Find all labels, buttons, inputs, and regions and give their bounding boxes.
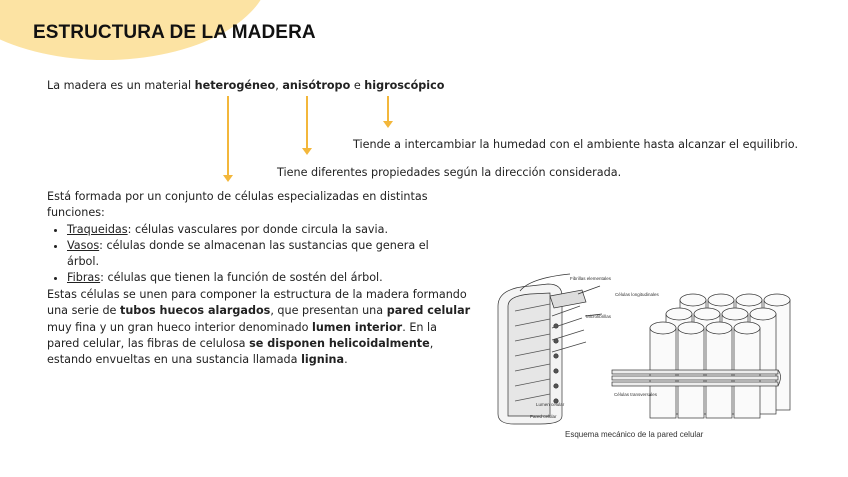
- list-item: [67, 270, 442, 286]
- label-fibrillas: Fibrillas elementales: [570, 276, 612, 281]
- cell-term: Fibras: [67, 271, 101, 285]
- cell-type-list: [47, 222, 442, 287]
- arrow-higroscopico: [387, 96, 389, 126]
- para-text: muy fina y un gran hueco interior denominado: [47, 320, 312, 334]
- label-lumen: Lumen celular: [536, 402, 565, 407]
- cell-desc: : células que tienen la función de sostén del árbol.: [100, 271, 383, 285]
- cell-term: Vasos: [67, 238, 100, 252]
- para-bold: pared celular: [386, 304, 471, 318]
- cell-bundle-illustration: [612, 294, 790, 418]
- term-anisotropo: anisótropo: [282, 79, 351, 92]
- para-text: Estas células se unen para componer la estructura de la madera formando una serie de: [47, 288, 467, 318]
- para-bold: lignina: [301, 353, 345, 367]
- para-text: , que presentan una: [270, 304, 387, 318]
- intro-text: La madera es un material: [47, 79, 195, 92]
- definition-anisotropo: Tiene diferentes propiedades según la dirección considerada.: [277, 166, 622, 179]
- term-heterogeneo: heterogéneo: [194, 79, 276, 92]
- definition-higroscopico: Tiende a intercambiar la humedad con el ambiente hasta alcanzar el equilibrio.: [353, 138, 798, 151]
- cell-desc: : células vasculares por donde circula la savia.: [127, 222, 389, 236]
- label-transversales: Células transversales: [614, 392, 658, 397]
- para-bold: lumen interior: [312, 320, 403, 334]
- label-microfibrillas: Microfibrillas: [586, 314, 612, 319]
- figure-caption: Esquema mecánico de la pared celular: [565, 430, 704, 439]
- para-text: .: [344, 353, 348, 367]
- para-bold: se disponen helicoidalmente: [249, 336, 430, 350]
- composition-block: [47, 189, 442, 287]
- page-title: ESTRUCTURA DE LA MADERA: [33, 22, 316, 43]
- cell-term: Traqueidas: [67, 222, 128, 236]
- structure-paragraph: [47, 287, 472, 368]
- arrow-heterogeneo: [227, 96, 229, 180]
- intro-sentence: [47, 78, 444, 94]
- composition-lead: Está formada por un conjunto de células especializadas en distintas funciones:: [47, 190, 428, 220]
- intro-sep: e: [350, 79, 365, 92]
- label-longitudinales: Células longitudinales: [615, 292, 659, 297]
- para-bold: tubos huecos alargados: [120, 304, 271, 318]
- term-higroscopico: higroscópico: [364, 79, 445, 92]
- cell-wall-diagram: [490, 266, 800, 446]
- list-item: [67, 222, 442, 238]
- para-text: , estando envueltas en una sustancia llamada: [47, 336, 434, 367]
- cell-desc: : células donde se almacenan las sustancias que genera el árbol.: [67, 238, 429, 269]
- list-item: [67, 238, 442, 271]
- intro-sep: ,: [275, 79, 283, 92]
- label-pared: Pared celular: [530, 414, 557, 419]
- para-text: . En la pared celular, las fibras de celulosa: [47, 320, 437, 350]
- arrow-anisotropo: [306, 96, 308, 153]
